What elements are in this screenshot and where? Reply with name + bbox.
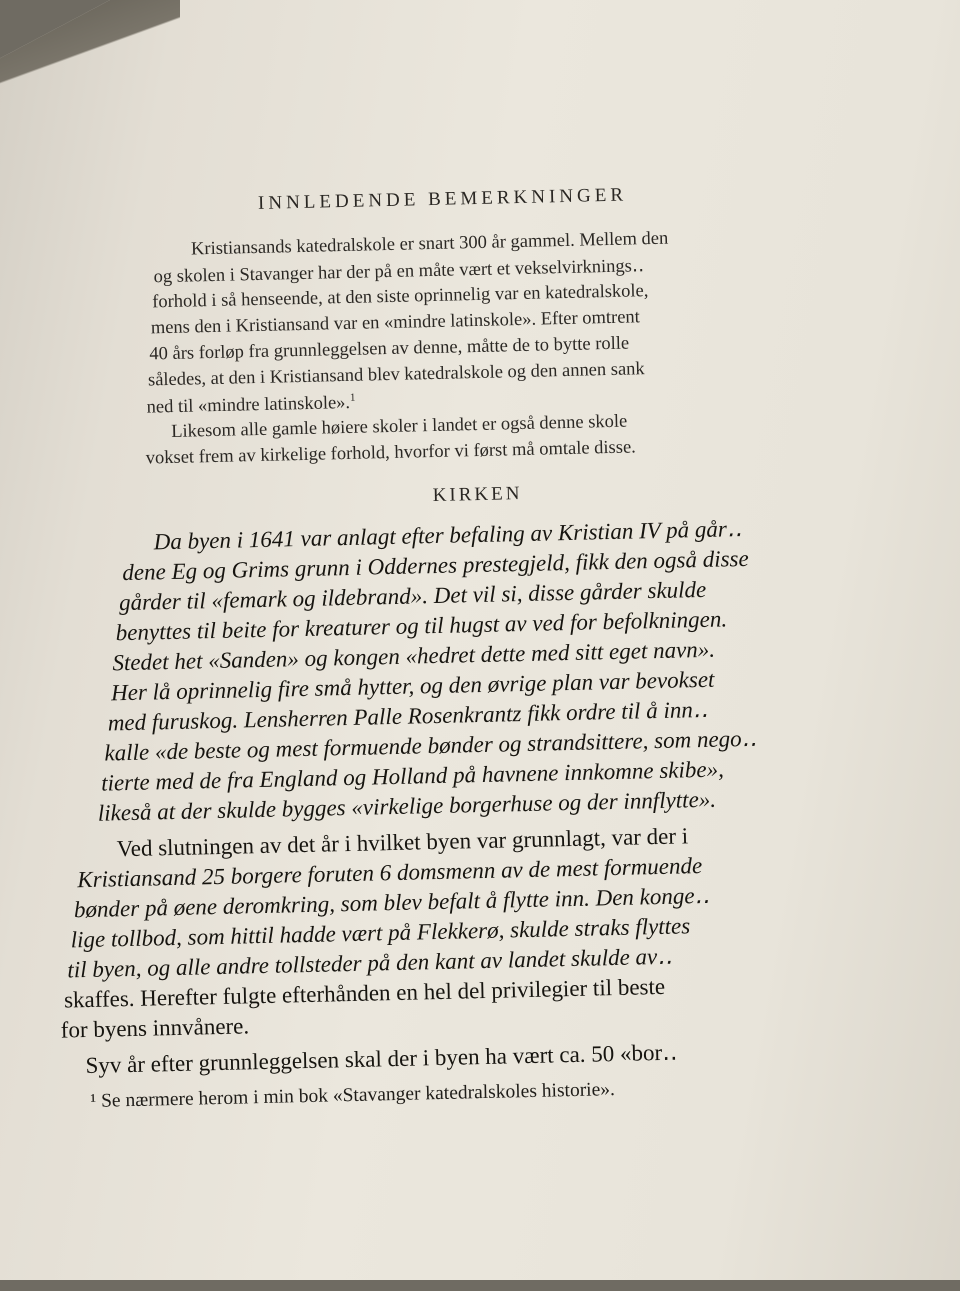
body-line: Her lå oprinnelig fire små hytter, og den øvrige plan var bevokset xyxy=(110,666,715,706)
footnote-mark: 1 xyxy=(349,391,356,404)
intro-line: mens den i Kristiansand var en «mindre latinskole». Efter omtrent xyxy=(150,307,641,339)
body-line: lige tollbod, som hittil hadde vært på Flekkerø, skulde straks flyttes xyxy=(70,913,691,953)
body-line: med furuskog. Lensherren Palle Rosenkrantz fikk ordre til å inn‥ xyxy=(107,696,709,736)
footnote-text: ¹ Se nærmere herom i min bok «Stavanger katedralskoles historie». xyxy=(90,1079,616,1112)
intro-line-text: ned til «mindre latinskole». xyxy=(146,393,351,418)
intro-line xyxy=(146,392,355,419)
body-line: tierte med de fra England og Holland på havnene innkomne skibe», xyxy=(100,756,725,796)
body-line: dene Eg og Grims grunn i Oddernes prestegjeld, fikk den også disse xyxy=(122,545,749,586)
intro-line: vokset frem av kirkelige forhold, hvorfor vi først må omtale disse. xyxy=(145,437,637,469)
body-line: bønder på øene deromkring, som blev befalt å flytte inn. Den konge‥ xyxy=(73,882,711,923)
body-line: for byens innvånere. xyxy=(60,1013,250,1043)
body-line: til byen, og alle andre tollsteder på den kant av landet skulde av‥ xyxy=(67,943,673,983)
intro-line: Kristiansands katedralskole er snart 300 år gammel. Mellem den xyxy=(190,228,669,260)
heading-kirken: KIRKEN xyxy=(432,483,523,507)
body-line: Da byen i 1641 var anlagt efter befaling av Kristian IV på går‥ xyxy=(153,516,743,555)
intro-line: Likesom alle gamle høiere skoler i landet er også denne skole xyxy=(170,411,628,442)
body-line: skaffes. Herefter fulgte efterhånden en hel del privilegier til beste xyxy=(63,973,666,1013)
intro-line: således, at den i Kristiansand blev katedralskole og den annen sank xyxy=(147,359,645,391)
body-line: likeså at der skulde bygges «virkelige borgerhuse og der innflytte». xyxy=(97,786,717,826)
body-line: Ved slutningen av det år i hvilket byen var grunnlagt, var der i xyxy=(116,823,689,862)
body-line: Syv år efter grunnleggelsen skal der i byen ha vært ca. 50 «bor‥ xyxy=(85,1039,678,1079)
heading-innledende: INNLEDENDE BEMERKNINGER xyxy=(257,184,628,214)
intro-line: og skolen i Stavanger har der på en måte vært et vekselvirknings‥ xyxy=(153,256,645,288)
intro-line: 40 års forløp fra grunnleggelsen av denne, måtte de to bytte rolle xyxy=(149,333,630,365)
body-line: benyttes til beite for kreaturer og til hugst av ved for befolkningen. xyxy=(115,606,728,646)
intro-line: forhold i så henseende, at den siste oprinnelig var en katedralskole, xyxy=(152,281,649,313)
body-line: kalle «de beste og mest formuende bønder og strandsittere, som nego‥ xyxy=(104,725,758,766)
body-line: Stedet het «Sanden» og kongen «hedret dette med sitt eget navn». xyxy=(112,636,716,676)
body-line: Kristiansand 25 borgere foruten 6 domsmenn av de mest formuende xyxy=(77,853,703,893)
body-line: gårder til «femark og ildebrand». Det vil si, disse gårder skulde xyxy=(118,576,707,616)
